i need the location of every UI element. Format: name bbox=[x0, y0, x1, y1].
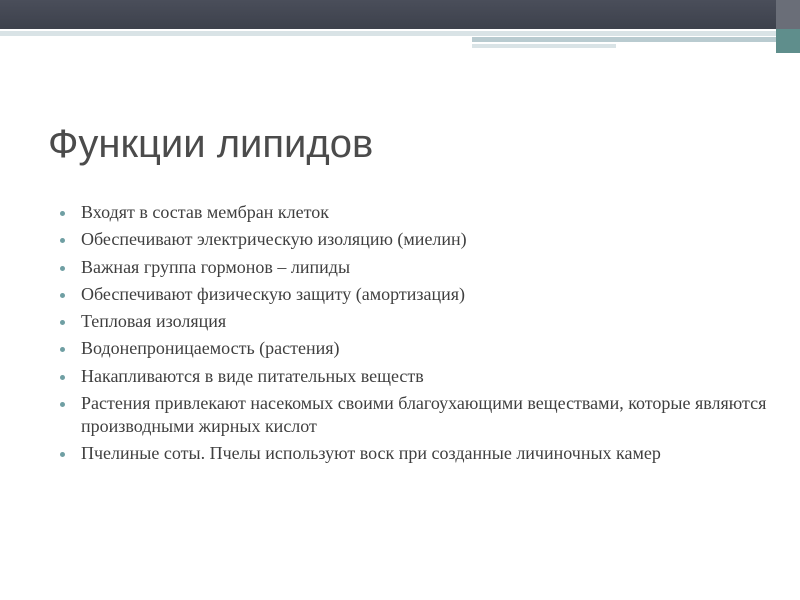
bullet-icon bbox=[60, 266, 65, 271]
bullet-item bbox=[58, 228, 768, 251]
bullet-list bbox=[58, 201, 768, 470]
bullet-icon bbox=[60, 293, 65, 298]
bullet-icon bbox=[60, 320, 65, 325]
decorative-line bbox=[0, 31, 776, 36]
bullet-text: Обеспечивают электрическую изоляцию (миелин) bbox=[81, 229, 467, 250]
bullet-text: Обеспечивают физическую защиту (амортизация) bbox=[81, 283, 465, 304]
bullet-icon bbox=[60, 238, 65, 243]
bullet-icon bbox=[60, 347, 65, 352]
bullet-icon bbox=[60, 211, 65, 216]
bullet-item bbox=[58, 201, 768, 224]
bullet-text: Растения привлекают насекомых своими благоухающими веществами, которые являются производными жирных кислот bbox=[81, 393, 767, 437]
bullet-text: Пчелиные соты. Пчелы используют воск при созданные личиночных камер bbox=[81, 443, 661, 464]
bullet-item bbox=[58, 337, 768, 360]
bullet-item bbox=[58, 283, 768, 306]
bullet-item bbox=[58, 365, 768, 388]
bullet-text: Водонепроницаемость (растения) bbox=[81, 338, 340, 359]
bullet-text: Накапливаются в виде питательных веществ bbox=[81, 365, 424, 386]
bullet-icon bbox=[60, 452, 65, 457]
bullet-item bbox=[58, 392, 768, 438]
bullet-icon bbox=[60, 402, 65, 407]
bullet-item bbox=[58, 310, 768, 333]
top-decorative-bar bbox=[0, 0, 800, 29]
bullet-item bbox=[58, 256, 768, 279]
bullet-text: Входят в состав мембран клеток bbox=[81, 202, 330, 222]
bullet-text: Тепловая изоляция bbox=[81, 311, 227, 332]
bullet-text: Важная группа гормонов – липиды bbox=[81, 256, 351, 277]
slide-title: Функции липидов bbox=[48, 122, 374, 166]
decorative-line bbox=[472, 44, 616, 48]
bullet-item bbox=[58, 442, 768, 465]
teal-corner-accent bbox=[776, 29, 800, 53]
bullet-icon bbox=[60, 375, 65, 380]
decorative-line bbox=[472, 37, 776, 42]
top-corner-block bbox=[776, 0, 800, 29]
